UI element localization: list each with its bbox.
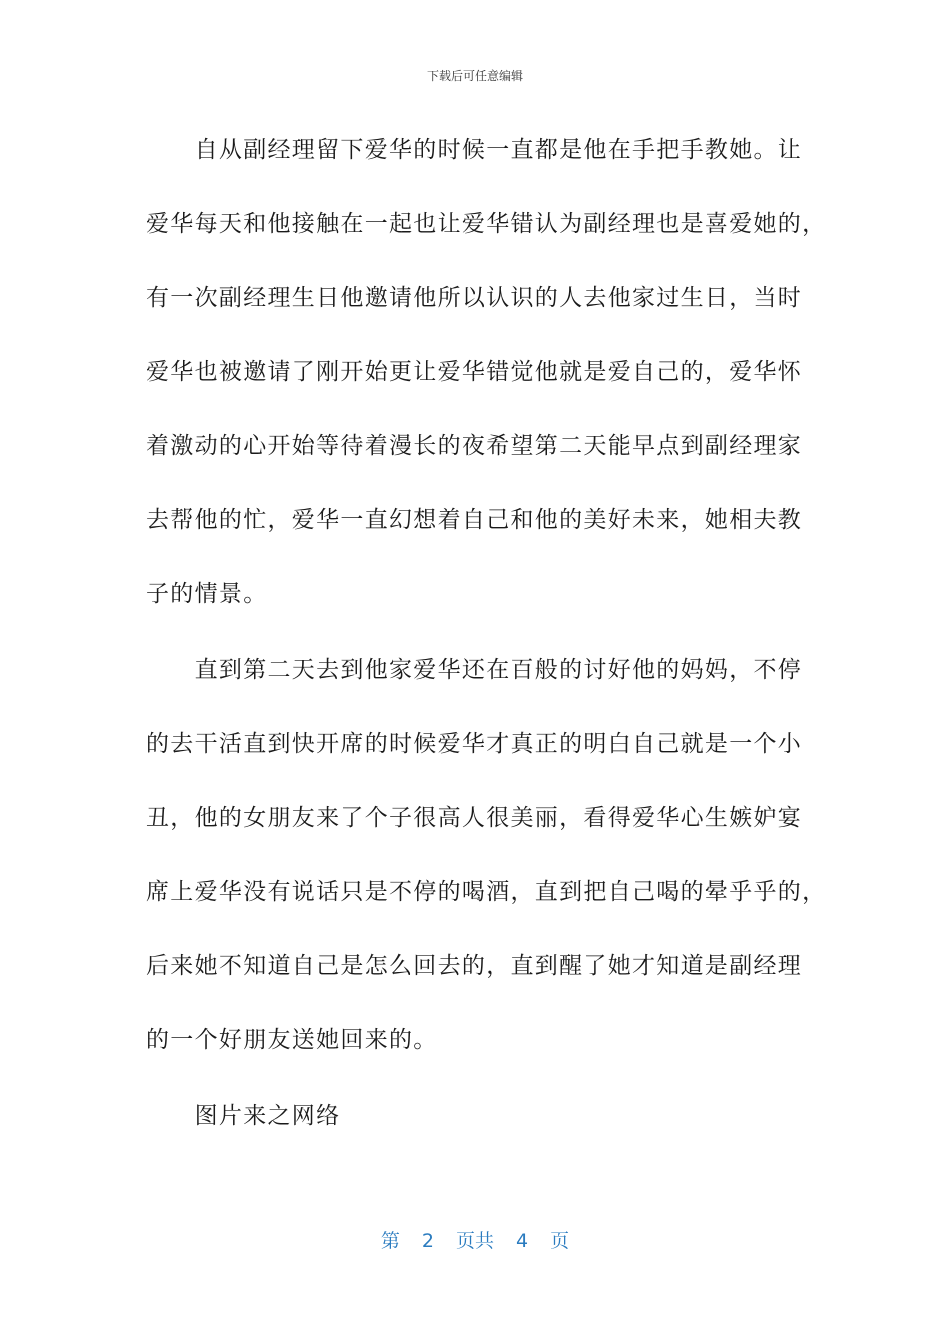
header-note: 下载后可任意编辑 [426,69,523,83]
page-number-footer [0,1226,950,1253]
body-line: 爱华也被邀请了刚开始更让爱华错觉他就是爱自己的，爱华怀 [146,359,803,385]
body-line: 后来她不知道自己是怎么回去的，直到醒了她才知道是副经理 [146,953,803,979]
body-line: 自从副经理留下爱华的时候一直都是他在手把手教她。让 [146,137,803,163]
body-line: 爱华每天和他接触在一起也让爱华错认为副经理也是喜爱她的， [146,211,827,237]
footer-total-pages: 4 [516,1230,529,1252]
body-line: 去帮他的忙，爱华一直幻想着自己和他的美好未来，她相夫教 [146,507,803,533]
footer-label-of: 页共 [455,1230,494,1252]
footer-label-page: 第 [380,1230,400,1252]
body-line: 着激动的心开始等待着漫长的夜希望第二天能早点到副经理家 [146,433,803,459]
body-line: 的一个好朋友送她回来的。 [146,1027,438,1053]
body-line: 丑，他的女朋友来了个子很高人很美丽，看得爱华心生嫉妒宴 [146,805,803,831]
body-line: 的去干活直到快开席的时候爱华才真正的明白自己就是一个小 [146,731,803,757]
footer-label-end: 页 [550,1230,570,1252]
body-line: 有一次副经理生日他邀请他所以认识的人去他家过生日，当时 [146,285,803,311]
body-line: 子的情景。 [146,581,268,607]
body-line: 直到第二天去到他家爱华还在百般的讨好他的妈妈，不停 [146,657,803,683]
body-line: 图片来之网络 [146,1103,341,1129]
footer-current-page: 2 [421,1230,434,1252]
body-line: 席上爱华没有说话只是不停的喝酒，直到把自己喝的晕乎乎的， [146,879,827,905]
